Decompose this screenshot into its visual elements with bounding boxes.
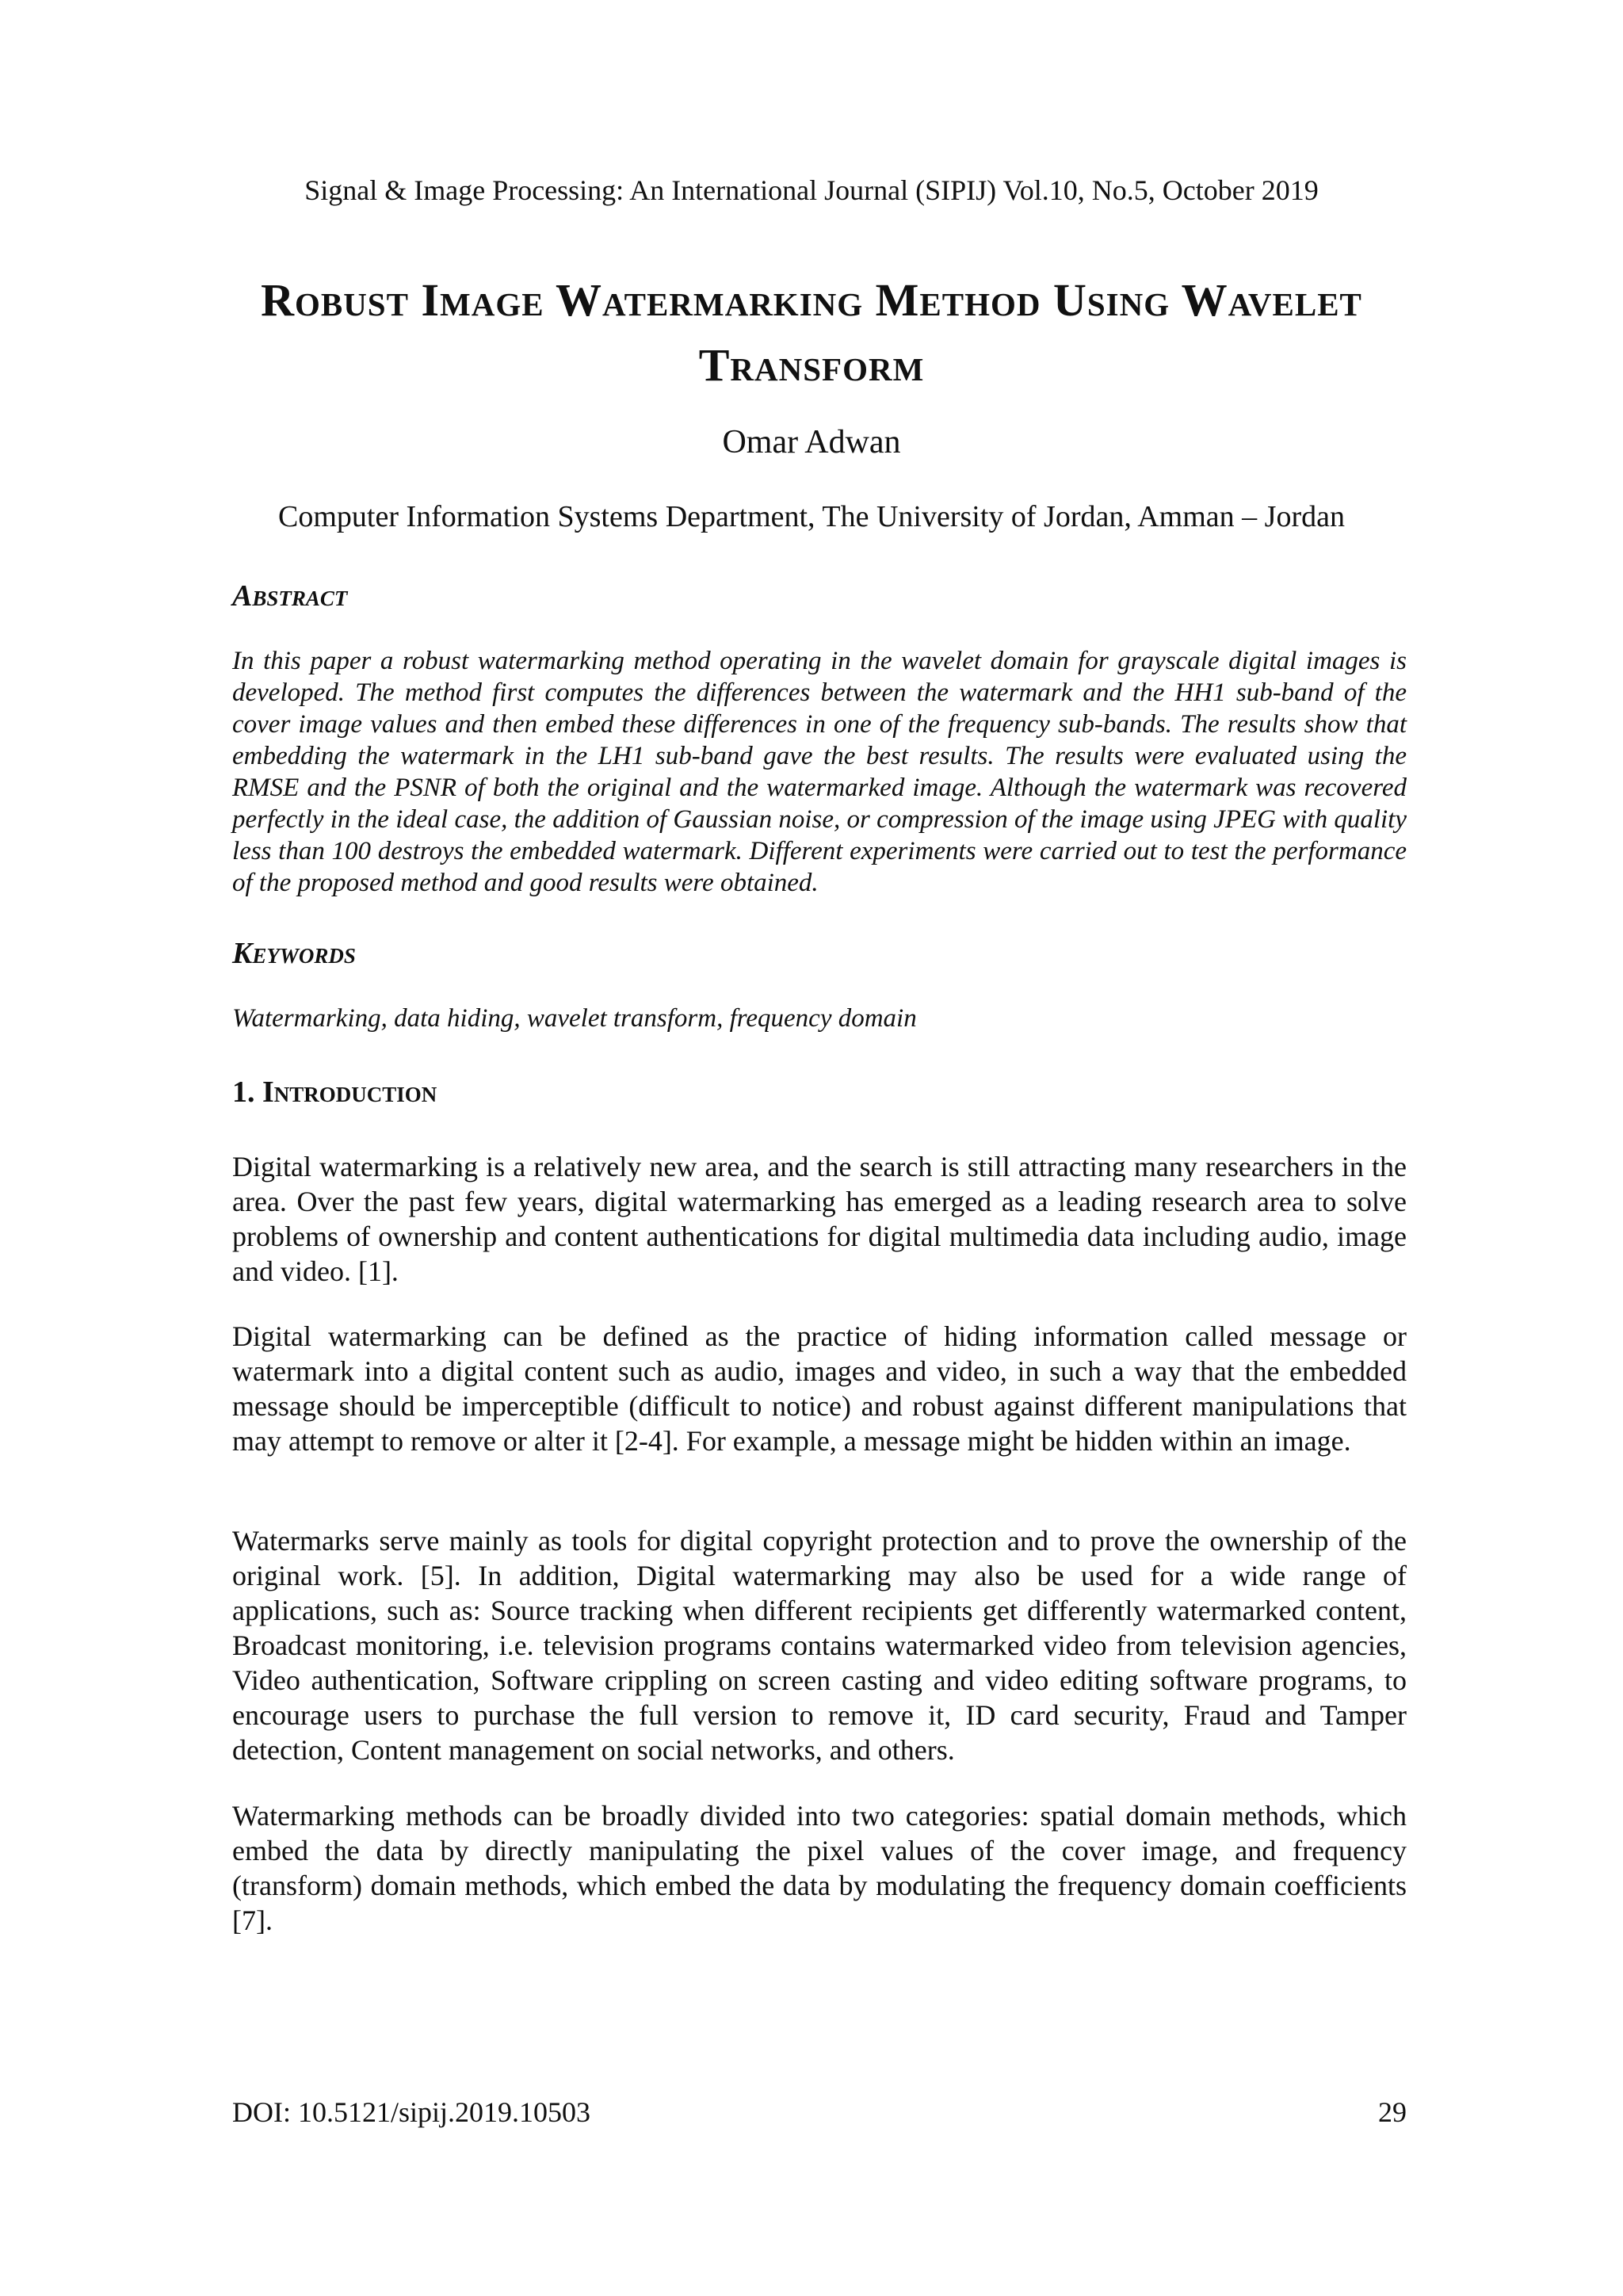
- intro-paragraph: Digital watermarking is a relatively new area, and the search is still attracting many researchers in the area. Over the past few years, digital watermarking has emerged as a leading research area to solve problems of ownership and content authentications for digital multimedia data including audio, image and video. [1].: [232, 1151, 1407, 1287]
- intro-paragraph: Watermarking methods can be broadly divided into two categories: spatial domain methods, which embed the data by directly manipulating the pixel values of the cover image, and frequency (transform) domain methods, which embed the data by modulating the frequency domain coefficients [7].: [232, 1800, 1407, 1936]
- page-number: 29: [1378, 2096, 1407, 2128]
- paper-title: Robust Image Watermarking Method Using Wavelet Transform: [261, 274, 1362, 391]
- introduction-heading: 1. Introduction: [232, 1075, 437, 1109]
- footer-doi: DOI: 10.5121/sipij.2019.10503: [232, 2096, 591, 2128]
- keywords-text: Watermarking, data hiding, wavelet transform, frequency domain: [232, 1004, 917, 1033]
- abstract-heading: Abstract: [232, 579, 348, 613]
- author-affiliation: Computer Information Systems Department, The University of Jordan, Amman – Jordan: [278, 500, 1345, 533]
- keywords-heading: Keywords: [232, 937, 356, 970]
- abstract-text: In this paper a robust watermarking method operating in the wavelet domain for grayscale digital images is developed. The method first computes the differences between the watermark and the HH1 sub-band of the cover image values and then embed these differences in one of the frequency sub-bands. The results show that embedding the watermark in the LH1 sub-band gave the best results. The results were evaluated using the RMSE and the PSNR of both the original and the watermarked image. Although the watermark was recovered perfectly in the ideal case, the addition of Gaussian noise, or compression of the image using JPEG with quality less than 100 destroys the embedded watermark. Different experiments were carried out to test the performance of the proposed method and good results were obtained.: [232, 647, 1407, 897]
- journal-running-header: Signal & Image Processing: An International Journal (SIPIJ) Vol.10, No.5, October 2019: [304, 174, 1319, 206]
- author-name: Omar Adwan: [722, 424, 901, 460]
- intro-paragraph: Digital watermarking can be defined as the practice of hiding information called message or watermark into a digital content such as audio, images and video, in such a way that the embedded message should be imperceptible (difficult to notice) and robust against different manipulations that may attempt to remove or alter it [2-4]. For example, a message might be hidden within an image.: [232, 1320, 1407, 1457]
- intro-paragraph: Watermarks serve mainly as tools for digital copyright protection and to prove the ownership of the original work. [5]. In addition, Digital watermarking may also be used for a wide range of applications, such as: Source tracking when different recipients get differently watermarked content, Broadcast monitoring, i.e. television programs contains watermarked video from television agencies, Video authentication, Software crippling on screen casting and video editing software programs, to encourage users to purchase the full version to remove it, ID card security, Fraud and Tamper detection, Content management on social networks, and others.: [232, 1525, 1407, 1766]
